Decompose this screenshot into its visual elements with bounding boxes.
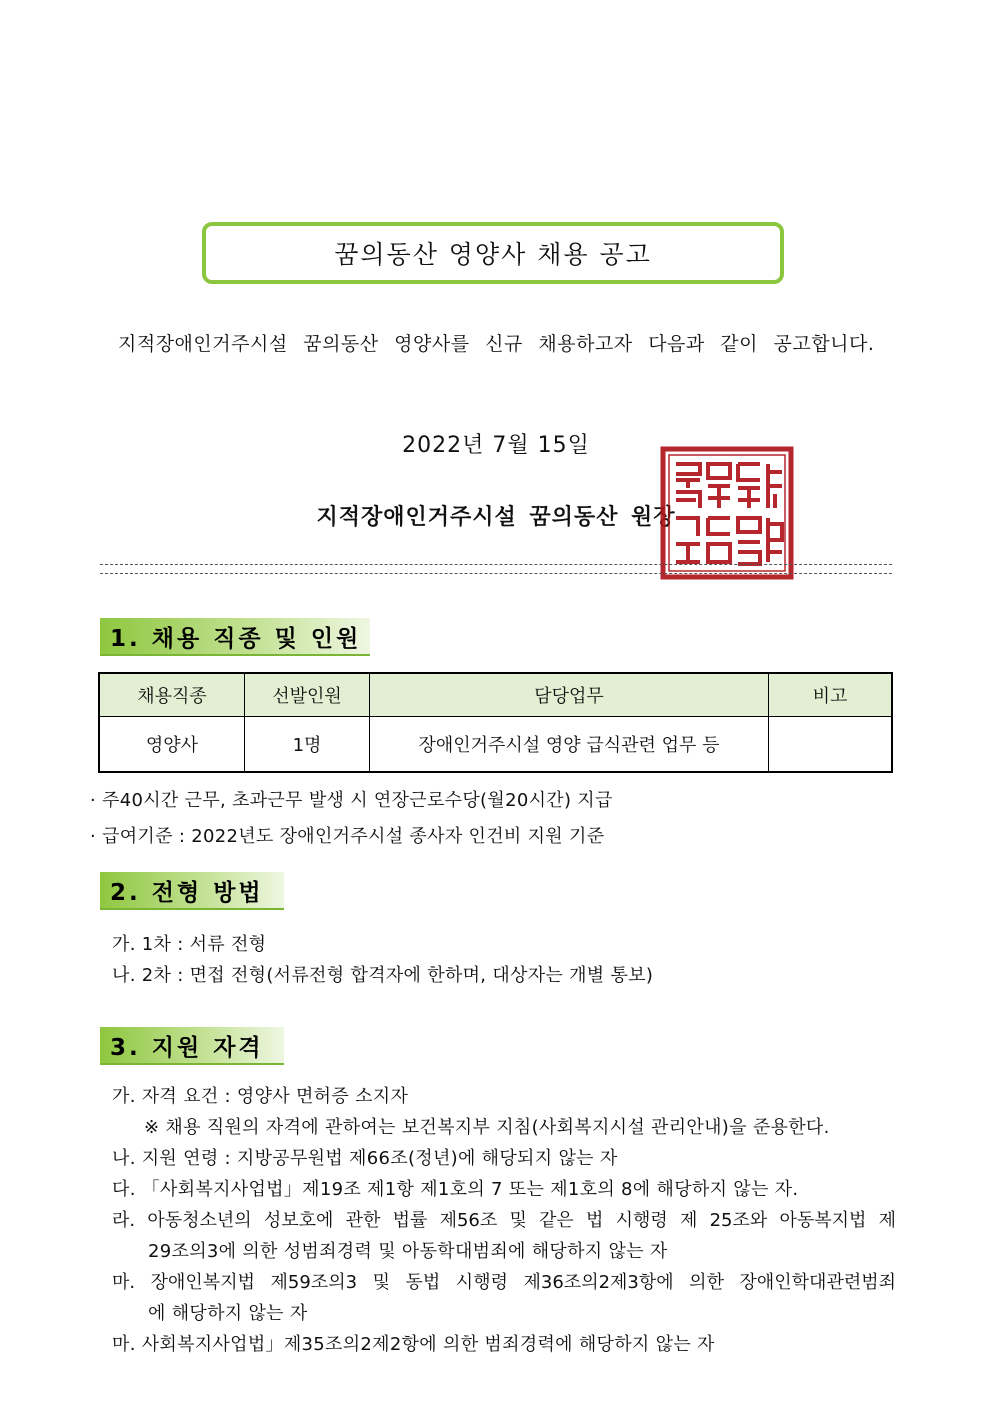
- table-row: [99, 717, 892, 773]
- list-item-continuation: 에 해당하지 않는 자: [148, 1303, 308, 1324]
- salary-note: · 급여기준 : 2022년도 장애인거주시설 종사자 인건비 지원 기준: [90, 826, 605, 847]
- list-item: 마. 장애인복지법 제59조의3 및 동법 시행령 제36조의2제3항에 의한 장애인학대관련범죄: [112, 1272, 896, 1293]
- recruitment-table: [98, 672, 893, 773]
- list-item: 라. 아동청소년의 성보호에 관한 법률 제56조 및 같은 법 시행령 제 25조와 아동복지법 제: [112, 1210, 896, 1231]
- list-item: 마. 사회복지사업법」제35조의2제2항에 의한 범죄경력에 해당하지 않는 자: [112, 1334, 715, 1355]
- section2-heading: 2. 전형 방법: [100, 872, 284, 910]
- table-header-cell: 선발인원: [245, 673, 370, 717]
- list-item: 다. 「사회복지사업법」제19조 제1항 제1호의 7 또는 제1호의 8에 해당하지 않는 자.: [112, 1179, 799, 1200]
- notice-title: 꿈의동산 영양사 채용 공고: [334, 240, 652, 269]
- divider-line: [100, 573, 892, 574]
- table-header-cell: 비고: [769, 673, 893, 717]
- work-hours-note: · 주40시간 근무, 초과근무 발생 시 연장근로수당(월20시간) 지급: [90, 790, 613, 811]
- list-item-continuation: 29조의3에 의한 성범죄경력 및 아동학대범죄에 해당하지 않는 자: [148, 1241, 668, 1262]
- table-cell: 장애인거주시설 영양 급식관련 업무 등: [370, 717, 769, 773]
- divider-line: [100, 564, 892, 565]
- notice-date: 2022년 7월 15일: [402, 433, 590, 458]
- table-header-cell: 채용직종: [99, 673, 245, 717]
- official-seal-icon: [660, 446, 794, 580]
- list-item: 가. 1차 : 서류 전형: [112, 934, 267, 955]
- list-item: 나. 2차 : 면접 전형(서류전형 합격자에 한하며, 대상자는 개별 통보): [112, 965, 654, 986]
- table-cell: 영양사: [99, 717, 245, 773]
- guideline-note: ※ 채용 직원의 자격에 관하여는 보건복지부 지침(사회복지시설 관리안내)을 준용한다.: [144, 1117, 830, 1138]
- list-item: 나. 지원 연령 : 지방공무원법 제66조(정년)에 해당되지 않는 자: [112, 1148, 618, 1169]
- notice-title-box: [202, 222, 784, 284]
- section1-heading: 1. 채용 직종 및 인원: [100, 618, 370, 656]
- list-item: 가. 자격 요건 : 영양사 면허증 소지자: [112, 1086, 409, 1107]
- section3-heading: 3. 지원 자격: [100, 1027, 284, 1065]
- table-header-cell: 담당업무: [370, 673, 769, 717]
- table-cell: [769, 717, 893, 773]
- table-cell: 1명: [245, 717, 370, 773]
- issuer-name: 지적장애인거주시설 꿈의동산 원장: [316, 505, 676, 530]
- intro-paragraph: 지적장애인거주시설 꿈의동산 영양사를 신규 채용하고자 다음과 같이 공고합니다.: [118, 333, 875, 355]
